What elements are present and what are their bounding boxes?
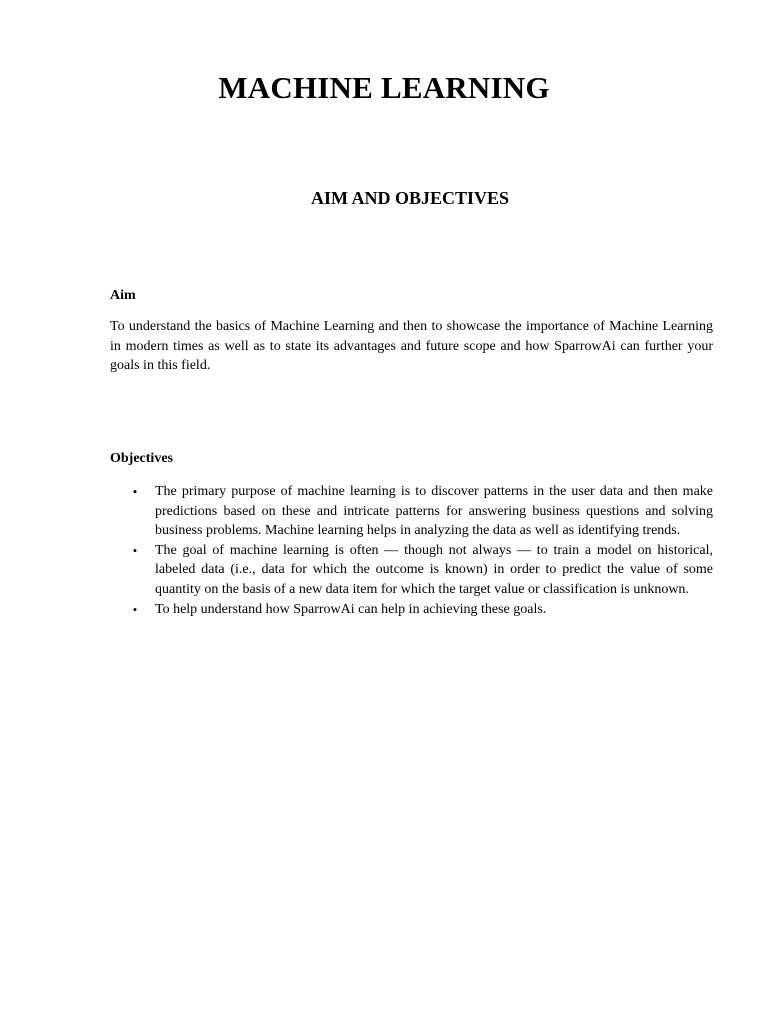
bullet-icon: •	[132, 601, 138, 617]
aim-paragraph: To understand the basics of Machine Learning and then to showcase the importance of Machine Learning in modern times as well as to state its advantages and future scope and how SparrowAi can further your goals in this field.	[110, 319, 713, 373]
objective-text: The primary purpose of machine learning is to discover patterns in the user data and then make predictions based on these and intricate patterns for answering business questions and solving business problems. Machine learning helps in analyzing the data as well as identifying trends.	[155, 484, 713, 539]
page-title: MACHINE LEARNING	[218, 70, 550, 105]
objectives-section	[110, 450, 713, 468]
section-title: AIM AND OBJECTIVES	[310, 188, 510, 208]
objectives-list	[110, 482, 713, 619]
aim-heading: Aim	[110, 288, 136, 303]
aim-section	[110, 287, 713, 305]
bullet-icon: •	[132, 484, 138, 499]
list-item	[110, 600, 713, 620]
aim-body	[110, 317, 713, 376]
list-item	[110, 541, 713, 600]
objective-text: The goal of machine learning is often — though not always — to train a model on historical, labeled data (i.e., data for which the outcome is known) in order to predict the value of some quantity on the basis of a new data item for which the target value or classification is unknown.	[155, 542, 713, 597]
objectives-heading: Objectives	[110, 451, 173, 466]
bullet-icon: •	[132, 542, 138, 558]
objective-text: To help understand how SparrowAi can help in achieving these goals.	[155, 601, 547, 617]
list-item	[110, 482, 713, 541]
